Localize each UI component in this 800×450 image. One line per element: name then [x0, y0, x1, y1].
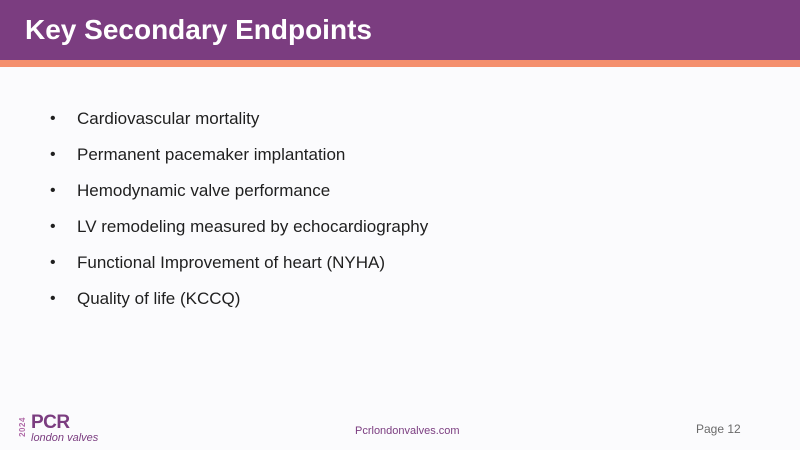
bullet-text: Quality of life (KCCQ): [77, 289, 241, 308]
bullet-dot-icon: •: [50, 254, 56, 271]
logo-subtitle: london valves: [31, 432, 99, 444]
bullet-dot-icon: •: [50, 218, 56, 235]
bullet-text: Hemodynamic valve performance: [77, 181, 331, 200]
footer-url-link[interactable]: Pcrlondonvalves.com: [355, 425, 460, 437]
logo-wordmark: PCR: [31, 412, 70, 433]
bullet-dot-icon: •: [50, 182, 56, 199]
bullet-text: Cardiovascular mortality: [77, 109, 260, 128]
page-label: Page: [696, 422, 725, 436]
bullet-text: Functional Improvement of heart (NYHA): [77, 253, 386, 272]
page-indicator: [696, 421, 741, 437]
accent-stripe: [0, 60, 800, 67]
pcr-logo: [16, 414, 106, 446]
bullet-dot-icon: •: [50, 110, 56, 127]
slide-title: Key Secondary Endpoints: [25, 14, 372, 45]
page-number: 12: [727, 422, 741, 436]
bullet-dot-icon: •: [50, 146, 56, 163]
bullet-text: Permanent pacemaker implantation: [77, 145, 346, 164]
bullet-text: LV remodeling measured by echocardiography: [77, 217, 429, 236]
logo-year: 2024: [18, 417, 27, 437]
bullet-dot-icon: •: [50, 290, 56, 307]
